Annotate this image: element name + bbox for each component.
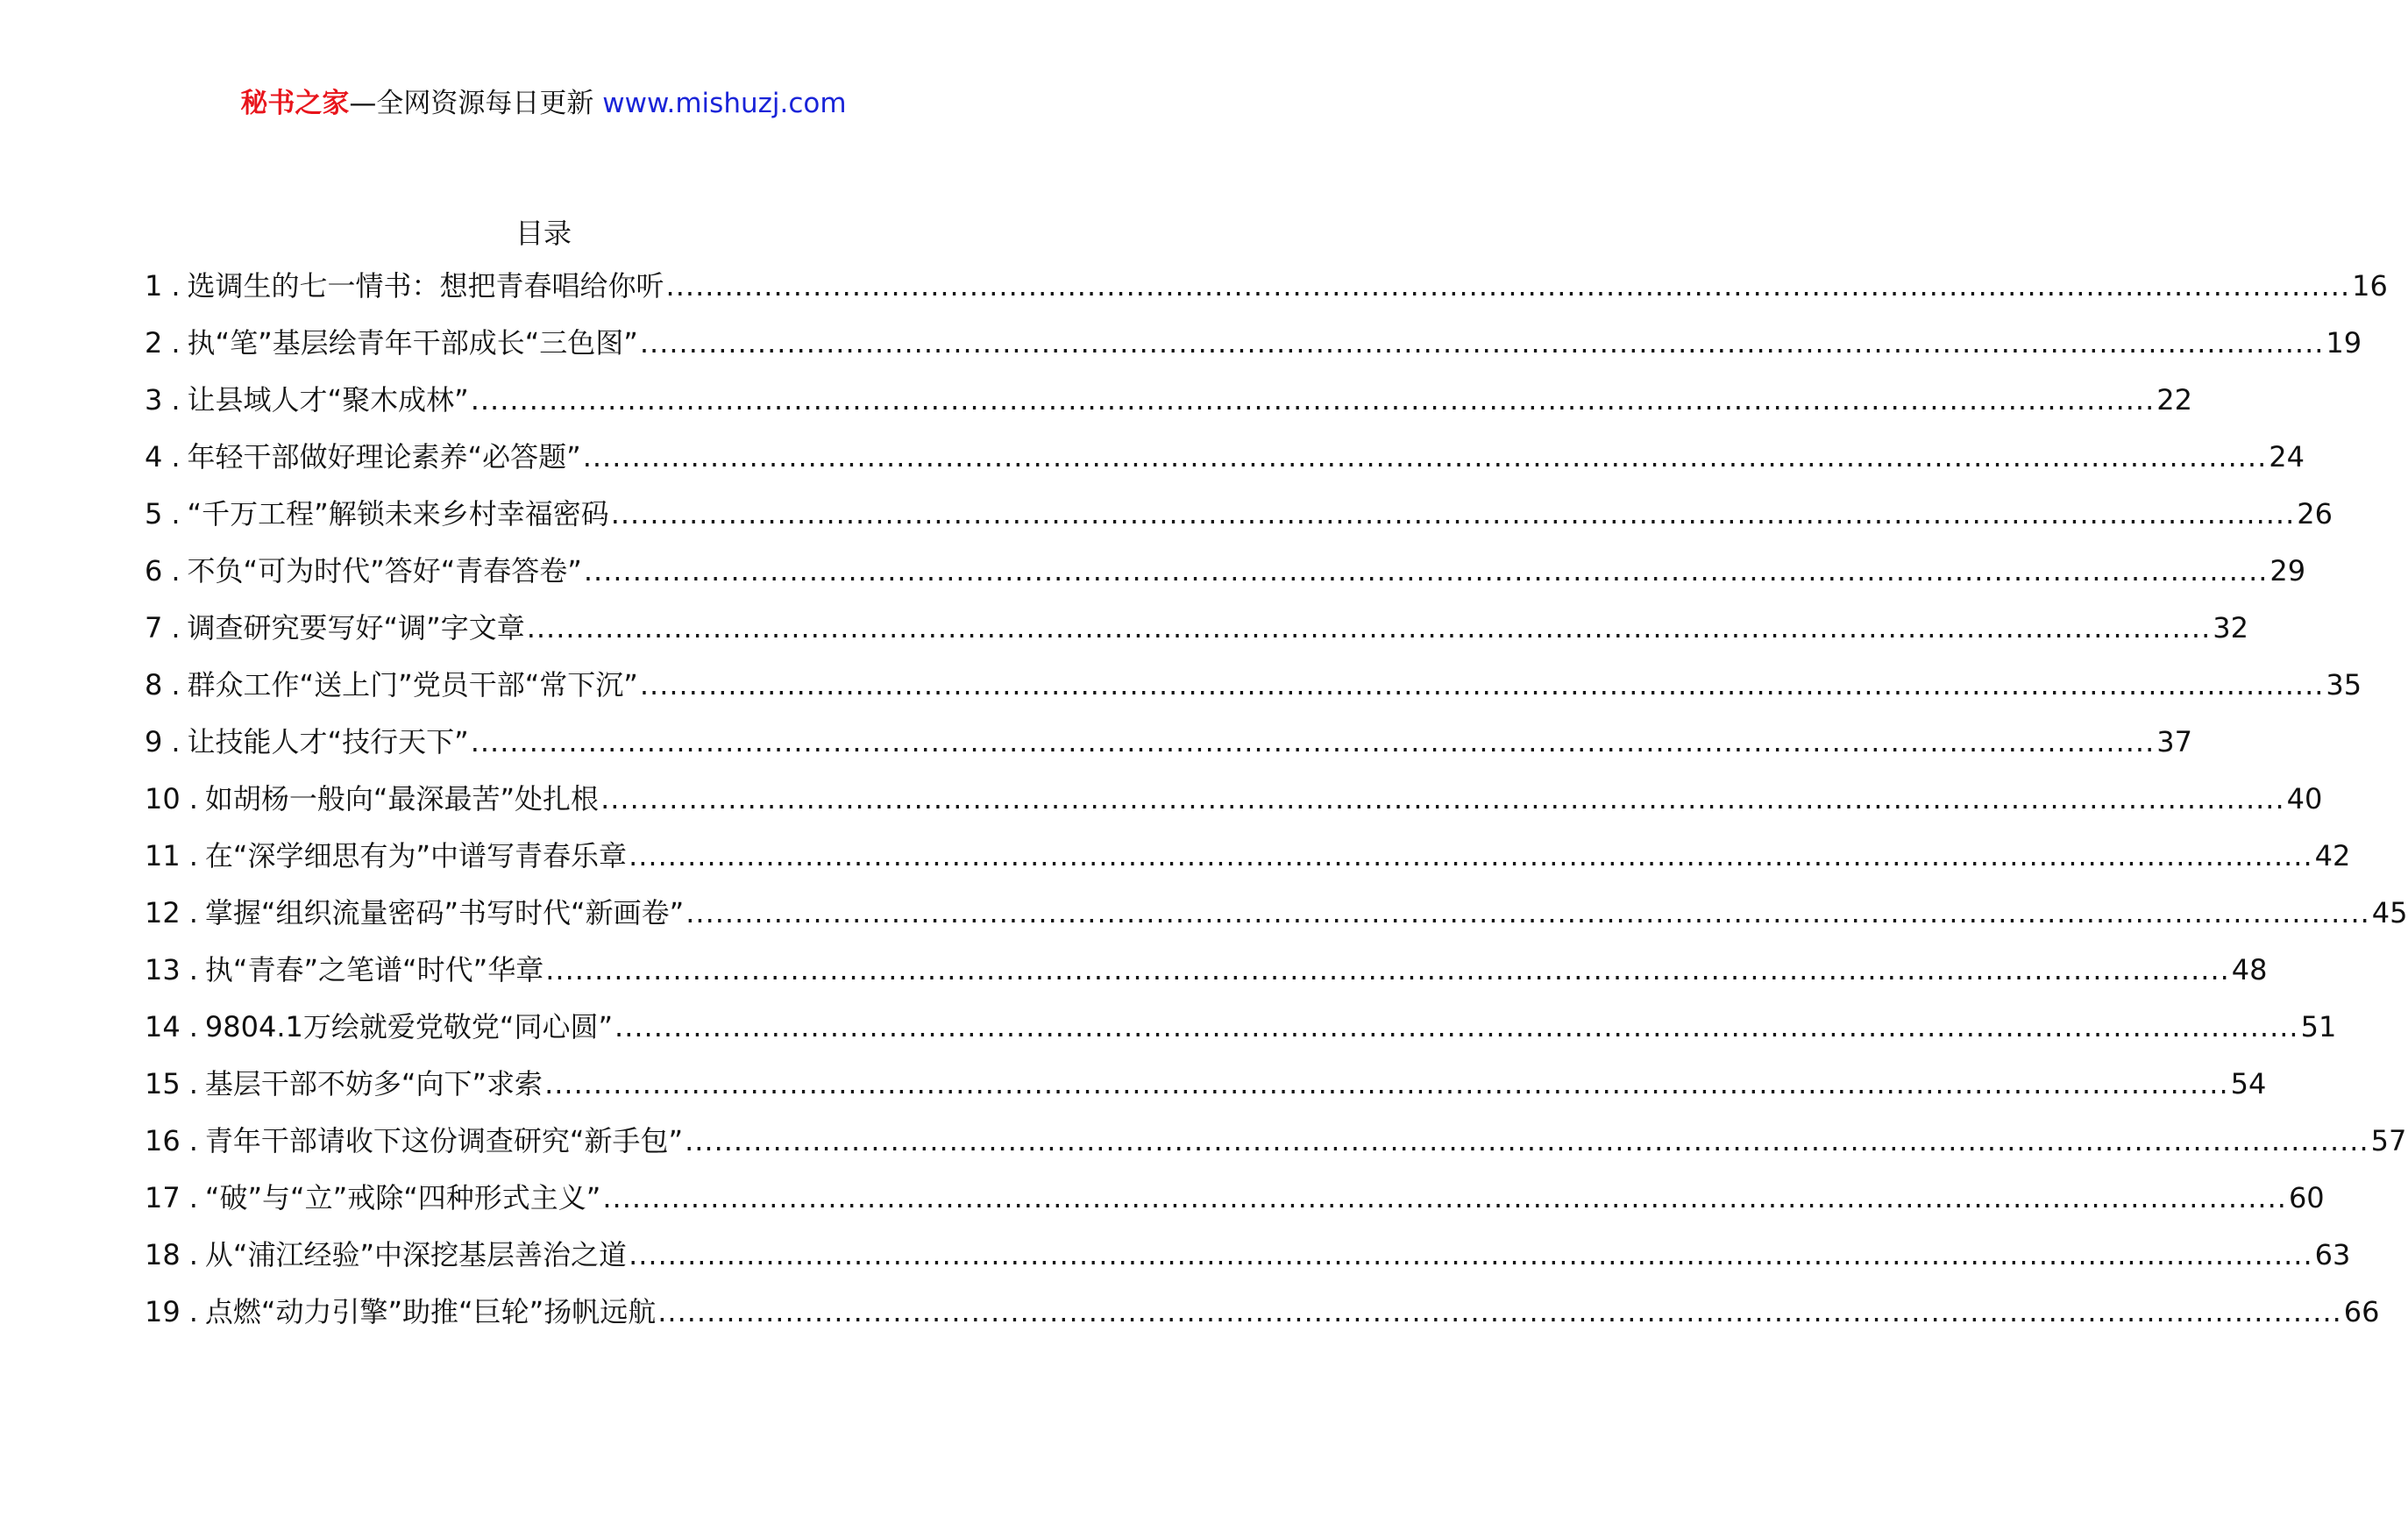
toc-entry[interactable] (145, 1123, 2407, 1180)
toc-entry[interactable] (145, 1009, 2337, 1066)
toc-entry-title: 点燃“动力引擎”助推“巨轮”扬帆远航 (204, 1295, 657, 1328)
toc-entry-title: “千万工程”解锁未来乡村幸福密码 (187, 497, 609, 530)
toc-page-number: 35 (2326, 668, 2362, 701)
toc-dot-leader (602, 1180, 2287, 1215)
toc-entry-number: 15 (145, 1067, 181, 1100)
toc-entry-number: 5 (145, 497, 163, 530)
toc-entry-text (145, 838, 627, 873)
toc-entry-title: 掌握“组织流量密码”书写时代“新画卷” (204, 896, 685, 929)
toc-dot-leader (629, 1237, 2313, 1272)
toc-entry-text (145, 553, 582, 588)
toc-entry[interactable] (145, 1066, 2267, 1123)
toc-entry-separator: . (188, 839, 198, 872)
toc-dot-leader (685, 1123, 2369, 1158)
toc-entry-text (145, 1180, 600, 1215)
toc-entry-title: 不负“可为时代”答好“青春答卷” (187, 554, 582, 587)
toc-dot-leader (545, 952, 2230, 987)
toc-dot-leader (685, 895, 2370, 930)
toc-entry-text (145, 268, 664, 303)
toc-entry-separator: . (171, 611, 181, 644)
toc-entry-title: 如胡杨一般向“最深最苦”处扎根 (204, 782, 600, 815)
toc-dot-leader (666, 268, 2351, 303)
toc-entry-separator: . (171, 383, 181, 417)
toc-page-number: 42 (2314, 839, 2351, 872)
toc-entry-separator: . (171, 269, 181, 303)
toc-entry-text (145, 496, 609, 531)
toc-page-number: 37 (2156, 725, 2192, 758)
toc-page-number: 16 (2352, 269, 2388, 303)
toc-page-number: 45 (2371, 896, 2408, 929)
toc-dot-leader (611, 496, 2296, 531)
toc-dot-leader (640, 667, 2325, 702)
toc-dot-leader (471, 724, 2156, 759)
toc-dot-leader (657, 1294, 2342, 1329)
toc-entry[interactable] (145, 325, 2362, 382)
toc-page-number: 22 (2156, 383, 2192, 417)
toc-entry-title: 执“笔”基层绘青年干部成长“三色图” (187, 326, 638, 360)
toc-dot-leader (527, 610, 2212, 645)
toc-entry-text (145, 667, 638, 702)
toc-entry-title: 选调生的七一情书：想把青春唱给你听 (187, 269, 664, 303)
toc-page-number: 48 (2231, 953, 2268, 986)
toc-entry-separator: . (188, 1010, 198, 1043)
toc-page-number: 66 (2343, 1295, 2380, 1328)
toc-entry-title: 让技能人才“技行天下” (187, 725, 469, 758)
toc-entry-text (145, 724, 469, 759)
toc-entry-number: 8 (145, 668, 163, 701)
toc-entry-separator: . (188, 953, 198, 986)
toc-entry-number: 18 (145, 1238, 181, 1271)
toc-entry-text (145, 895, 684, 930)
toc-page-number: 26 (2297, 497, 2333, 530)
toc-page-number: 51 (2300, 1010, 2337, 1043)
toc-entry-title: 年轻干部做好理论素养“必答题” (187, 440, 581, 474)
toc-title: 目录 (515, 217, 572, 250)
toc-entry-number: 2 (145, 326, 163, 360)
toc-entry[interactable] (145, 382, 2192, 439)
toc-entry-text (145, 1237, 627, 1272)
toc-page-number: 32 (2213, 611, 2248, 644)
toc-entry-number: 16 (145, 1124, 181, 1157)
toc-entry-text (145, 1066, 543, 1101)
toc-page-number: 60 (2288, 1181, 2325, 1214)
brand-name: 秘书之家 (240, 88, 350, 119)
toc-entry-number: 11 (145, 839, 181, 872)
toc-entry-separator: . (171, 440, 181, 474)
toc-entry-text (145, 1294, 656, 1329)
toc-entry-number: 6 (145, 554, 163, 587)
toc-entry-separator: . (171, 725, 181, 758)
toc-entry-title: 调查研究要写好“调”字文章 (187, 611, 525, 644)
toc-entry-text (145, 325, 638, 360)
toc-dot-leader (640, 325, 2325, 360)
toc-entry-separator: . (188, 782, 198, 815)
toc-entry-separator: . (171, 326, 181, 360)
toc-entry-number: 13 (145, 953, 181, 986)
toc-entry-number: 10 (145, 782, 181, 815)
toc-entry-number: 19 (145, 1295, 181, 1328)
table-of-contents (145, 268, 2408, 1351)
toc-entry-number: 14 (145, 1010, 181, 1043)
toc-entry-title: 青年干部请收下这份调查研究“新手包” (204, 1124, 684, 1157)
toc-entry-title: “破”与“立”戒除“四种形式主义” (204, 1181, 601, 1214)
toc-entry-text (145, 1123, 683, 1158)
toc-dot-leader (583, 439, 2268, 474)
toc-entry-number: 3 (145, 383, 163, 417)
toc-entry[interactable] (145, 895, 2408, 952)
toc-entry-separator: . (188, 1067, 198, 1100)
toc-dot-leader (614, 1009, 2299, 1044)
toc-entry[interactable] (145, 553, 2306, 610)
toc-entry[interactable] (145, 1294, 2380, 1351)
toc-dot-leader (544, 1066, 2229, 1101)
toc-entry-title: 执“青春”之笔谱“时代”华章 (204, 953, 544, 986)
toc-dot-leader (584, 553, 2269, 588)
toc-entry[interactable] (145, 610, 2248, 667)
toc-entry-text (145, 952, 543, 987)
toc-entry-text (145, 610, 525, 645)
toc-entry-number: 12 (145, 896, 181, 929)
toc-dot-leader (471, 382, 2156, 417)
toc-entry-text (145, 439, 581, 474)
toc-entry[interactable] (145, 268, 2388, 325)
toc-entry-separator: . (188, 1124, 198, 1157)
toc-entry-title: 让县域人才“聚木成林” (187, 383, 469, 417)
toc-entry-separator: . (171, 497, 181, 530)
toc-page-number: 29 (2269, 554, 2306, 587)
toc-entry-title: 9804.1万绘就爱党敬党“同心圆” (204, 1010, 614, 1043)
toc-entry-title: 在“深学细思有为”中谱写青春乐章 (204, 839, 628, 872)
toc-dot-leader (629, 838, 2313, 873)
header-tagline: —全网资源每日更新 (349, 88, 594, 119)
toc-page-number: 54 (2230, 1067, 2267, 1100)
toc-entry[interactable] (145, 724, 2192, 781)
toc-entry-text (145, 781, 599, 816)
toc-entry[interactable] (145, 952, 2268, 1009)
toc-entry[interactable] (145, 781, 2323, 838)
toc-entry-separator: . (171, 668, 181, 701)
toc-dot-leader (600, 781, 2285, 816)
toc-page-number: 40 (2286, 782, 2323, 815)
toc-entry-number: 4 (145, 440, 163, 474)
toc-page-number: 57 (2370, 1124, 2407, 1157)
toc-entry[interactable] (145, 667, 2362, 724)
toc-entry-title: 从“浦江经验”中深挖基层善治之道 (204, 1238, 628, 1271)
site-url-link[interactable]: www.mishuzj.com (602, 88, 847, 119)
toc-entry-number: 7 (145, 611, 163, 644)
toc-page-number: 19 (2326, 326, 2362, 360)
toc-entry[interactable] (145, 1180, 2325, 1237)
site-header (0, 86, 1087, 121)
toc-entry-number: 17 (145, 1181, 181, 1214)
toc-entry-separator: . (188, 1181, 198, 1214)
toc-entry-separator: . (188, 896, 198, 929)
toc-entry-separator: . (171, 554, 181, 587)
toc-page-number: 24 (2269, 440, 2305, 474)
toc-entry-title: 群众工作“送上门”党员干部“常下沉” (187, 668, 638, 701)
toc-entry-number: 9 (145, 725, 163, 758)
toc-entry[interactable] (145, 1237, 2351, 1294)
toc-entry-separator: . (188, 1295, 198, 1328)
toc-entry-number: 1 (145, 269, 163, 303)
toc-entry-title: 基层干部不妨多“向下”求索 (204, 1067, 543, 1100)
toc-entry-text (145, 382, 469, 417)
toc-entry[interactable] (145, 496, 2333, 553)
toc-entry[interactable] (145, 838, 2351, 895)
toc-entry-separator: . (188, 1238, 198, 1271)
toc-page-number: 63 (2314, 1238, 2351, 1271)
toc-entry-text (145, 1009, 613, 1044)
toc-entry[interactable] (145, 439, 2305, 496)
